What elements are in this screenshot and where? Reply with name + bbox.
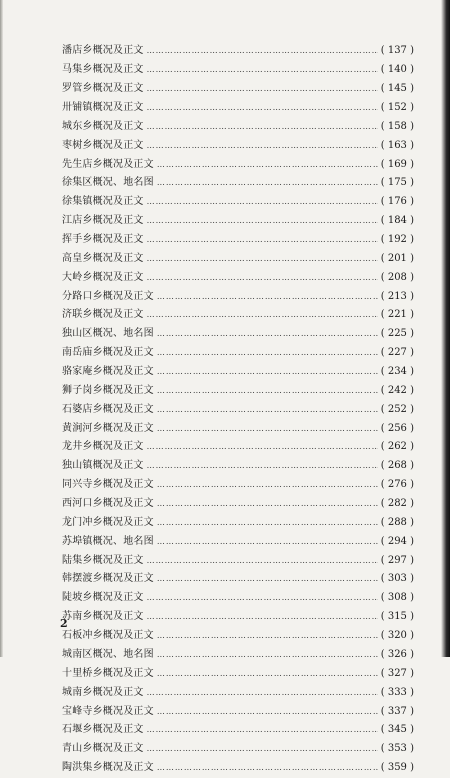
toc-entry-page: ( 158 )	[380, 120, 414, 132]
toc-leader-dots	[147, 611, 378, 623]
toc-leader-dots	[147, 234, 378, 246]
toc-entry-title: 陶洪集乡概况及正文	[62, 762, 154, 774]
toc-leader-dots	[157, 291, 378, 303]
toc-leader-dots	[147, 687, 378, 699]
toc-entry-page: ( 192 )	[380, 234, 414, 246]
toc-entry-title: 石婆店乡概况及正文	[62, 403, 154, 415]
toc-leader-dots	[157, 479, 378, 491]
toc-entry-title: 卅铺镇概况及正文	[62, 102, 144, 113]
toc-entry[interactable]	[62, 80, 414, 99]
toc-leader-dots	[147, 441, 378, 453]
toc-entry[interactable]	[62, 155, 414, 174]
toc-leader-dots	[147, 196, 378, 208]
toc-entry-title: 狮子岗乡概况及正文	[62, 384, 154, 396]
toc-entry-page: ( 297 )	[380, 554, 414, 566]
toc-entry-title: 独山区概况、地名图	[62, 328, 154, 340]
toc-entry[interactable]	[62, 513, 414, 532]
toc-entry[interactable]	[62, 287, 414, 306]
toc-entry-title: 大岭乡概况及正文	[62, 271, 144, 283]
toc-entry-page: ( 326 )	[380, 648, 414, 660]
toc-entry-title: 城南乡概况及正文	[62, 686, 144, 698]
toc-entry-title: 韩摆渡乡概况及正文	[62, 573, 154, 585]
toc-leader-dots	[157, 630, 378, 642]
toc-entry-title: 江店乡概况及正文	[62, 215, 144, 227]
toc-entry[interactable]	[62, 438, 414, 457]
toc-entry-title: 同兴寺乡概况及正文	[62, 479, 154, 491]
toc-entry-title: 石堰乡概况及正文	[62, 724, 144, 736]
toc-entry[interactable]	[62, 363, 414, 382]
toc-entry-page: ( 242 )	[380, 384, 414, 396]
toc-leader-dots	[147, 724, 378, 736]
toc-leader-dots	[147, 140, 378, 152]
toc-leader-dots	[157, 347, 378, 359]
toc-entry[interactable]	[62, 268, 414, 287]
toc-entry-title: 陡坡乡概况及正文	[62, 592, 144, 604]
toc-entry-page: ( 225 )	[380, 328, 414, 340]
toc-entry-title: 西河口乡概况及正文	[62, 498, 154, 510]
toc-leader-dots	[147, 45, 378, 57]
toc-entry-page: ( 288 )	[380, 516, 414, 528]
table-of-contents	[62, 42, 414, 778]
page-shadow-right	[441, 0, 450, 657]
toc-entry-page: ( 327 )	[380, 667, 414, 679]
toc-entry-page: ( 169 )	[380, 158, 414, 170]
toc-entry[interactable]	[62, 646, 414, 665]
toc-entry-page: ( 145 )	[380, 83, 414, 95]
toc-leader-dots	[157, 536, 378, 548]
toc-entry[interactable]	[62, 608, 414, 627]
toc-entry[interactable]	[62, 664, 414, 683]
toc-entry-page: ( 315 )	[380, 611, 414, 623]
toc-entry[interactable]	[62, 532, 414, 551]
toc-entry-page: ( 276 )	[380, 479, 414, 491]
toc-entry-title: 独山镇概况及正文	[62, 460, 144, 472]
toc-entry-page: ( 184 )	[380, 215, 414, 227]
toc-entry[interactable]	[62, 400, 414, 419]
toc-entry-page: ( 345 )	[380, 724, 414, 736]
toc-entry-page: ( 282 )	[380, 498, 414, 510]
toc-entry[interactable]	[62, 344, 414, 363]
toc-entry[interactable]	[62, 683, 414, 702]
toc-entry-title: 龙门冲乡概况及正文	[62, 516, 154, 528]
toc-leader-dots	[157, 423, 378, 435]
toc-entry-title: 南岳庙乡概况及正文	[62, 347, 154, 359]
page-shadow-left	[0, 0, 3, 657]
toc-entry[interactable]	[62, 231, 414, 250]
toc-entry-page: ( 221 )	[380, 309, 414, 321]
toc-entry-title: 高皇乡概况及正文	[62, 252, 144, 264]
toc-leader-dots	[157, 573, 378, 585]
toc-entry[interactable]	[62, 476, 414, 495]
toc-entry[interactable]	[62, 457, 414, 476]
toc-entry-title: 徐集镇概况及正文	[62, 196, 144, 208]
toc-entry[interactable]	[62, 627, 414, 646]
toc-leader-dots	[157, 366, 378, 378]
toc-leader-dots	[147, 253, 378, 265]
toc-entry-title: 分路口乡概况及正文	[62, 290, 154, 302]
toc-entry-title: 徐集区概况、地名图	[62, 177, 154, 189]
toc-entry-title: 十里桥乡概况及正文	[62, 667, 154, 679]
toc-entry-page: ( 234 )	[380, 366, 414, 378]
toc-entry[interactable]	[62, 117, 414, 136]
toc-leader-dots	[157, 706, 378, 718]
toc-leader-dots	[157, 328, 378, 340]
toc-entry-title: 济联乡概况及正文	[62, 309, 144, 321]
toc-entry[interactable]	[62, 740, 414, 759]
toc-leader-dots	[157, 649, 378, 661]
toc-leader-dots	[147, 272, 378, 284]
toc-entry-title: 石板冲乡概况及正文	[62, 630, 154, 642]
toc-leader-dots	[147, 555, 378, 567]
toc-entry-title: 黄涧河乡概况及正文	[62, 422, 154, 434]
footer-page-number: 2	[60, 617, 68, 630]
toc-leader-dots	[147, 102, 378, 114]
toc-entry-page: ( 201 )	[380, 252, 414, 264]
toc-entry-page: ( 227 )	[380, 347, 414, 359]
toc-entry-page: ( 268 )	[380, 460, 414, 472]
toc-entry-title: 青山乡概况及正文	[62, 743, 144, 755]
toc-entry-page: ( 208 )	[380, 271, 414, 283]
toc-leader-dots	[147, 592, 378, 604]
toc-entry-title: 宝峰寺乡概况及正文	[62, 705, 154, 717]
toc-leader-dots	[157, 159, 378, 171]
toc-leader-dots	[147, 215, 378, 227]
toc-entry[interactable]	[62, 42, 414, 61]
toc-leader-dots	[157, 762, 378, 774]
toc-entry[interactable]	[62, 589, 414, 608]
toc-entry-page: ( 333 )	[380, 686, 414, 698]
toc-entry-page: ( 256 )	[380, 422, 414, 434]
toc-leader-dots	[147, 83, 378, 95]
toc-entry-title: 陆集乡概况及正文	[62, 554, 144, 566]
toc-entry[interactable]	[62, 212, 414, 231]
toc-entry-title: 城南区概况、地名图	[62, 648, 154, 660]
toc-entry-page: ( 175 )	[380, 177, 414, 189]
toc-entry-page: ( 294 )	[380, 535, 414, 547]
toc-entry-title: 骆家庵乡概况及正文	[62, 366, 154, 378]
toc-entry[interactable]	[62, 193, 414, 212]
toc-entry[interactable]	[62, 61, 414, 80]
toc-entry-title: 苏埠镇概况、地名图	[62, 535, 154, 547]
toc-entry[interactable]	[62, 570, 414, 589]
toc-entry[interactable]	[62, 721, 414, 740]
toc-entry-page: ( 359 )	[380, 762, 414, 774]
toc-entry-title: 枣树乡概况及正文	[62, 139, 144, 151]
toc-entry-title: 先生店乡概况及正文	[62, 158, 154, 170]
toc-entry-page: ( 320 )	[380, 630, 414, 642]
toc-entry-title: 城东乡概况及正文	[62, 120, 144, 132]
toc-entry-title: 苏南乡概况及正文	[62, 611, 144, 623]
toc-entry-page: ( 353 )	[380, 743, 414, 755]
toc-entry-page: ( 303 )	[380, 573, 414, 585]
toc-leader-dots	[157, 517, 378, 529]
toc-entry-page: ( 337 )	[380, 705, 414, 717]
toc-entry[interactable]	[62, 702, 414, 721]
toc-entry[interactable]	[62, 325, 414, 344]
toc-leader-dots	[157, 668, 378, 680]
toc-entry-title: 挥手乡概况及正文	[62, 234, 144, 246]
toc-entry-page: ( 176 )	[380, 196, 414, 208]
toc-entry-page: ( 213 )	[380, 290, 414, 302]
toc-entry-title: 马集乡概况及正文	[62, 64, 144, 76]
toc-leader-dots	[157, 177, 378, 189]
toc-entry-title: 罗管乡概况及正文	[62, 83, 144, 95]
toc-entry-page: ( 152 )	[380, 102, 414, 113]
toc-entry-title: 潘店乡概况及正文	[62, 45, 144, 57]
toc-entry-page: ( 262 )	[380, 441, 414, 453]
toc-entry[interactable]	[62, 381, 414, 400]
toc-leader-dots	[147, 309, 378, 321]
toc-entry-page: ( 163 )	[380, 139, 414, 151]
toc-leader-dots	[147, 121, 378, 133]
toc-entry[interactable]	[62, 419, 414, 438]
toc-entry-page: ( 137 )	[380, 45, 414, 57]
toc-leader-dots	[147, 460, 378, 472]
toc-entry[interactable]	[62, 306, 414, 325]
toc-leader-dots	[157, 404, 378, 416]
toc-entry-page: ( 308 )	[380, 592, 414, 604]
toc-entry-page: ( 140 )	[380, 64, 414, 76]
toc-entry-page: ( 252 )	[380, 403, 414, 415]
toc-entry[interactable]	[62, 495, 414, 514]
toc-entry[interactable]	[62, 99, 414, 118]
toc-leader-dots	[157, 498, 378, 510]
toc-leader-dots	[157, 385, 378, 397]
toc-entry[interactable]	[62, 551, 414, 570]
toc-leader-dots	[147, 64, 378, 76]
toc-entry-title: 龙井乡概况及正文	[62, 441, 144, 453]
toc-leader-dots	[147, 743, 378, 755]
toc-entry[interactable]	[62, 759, 414, 778]
toc-entry[interactable]	[62, 249, 414, 268]
toc-entry[interactable]	[62, 174, 414, 193]
toc-entry[interactable]	[62, 136, 414, 155]
